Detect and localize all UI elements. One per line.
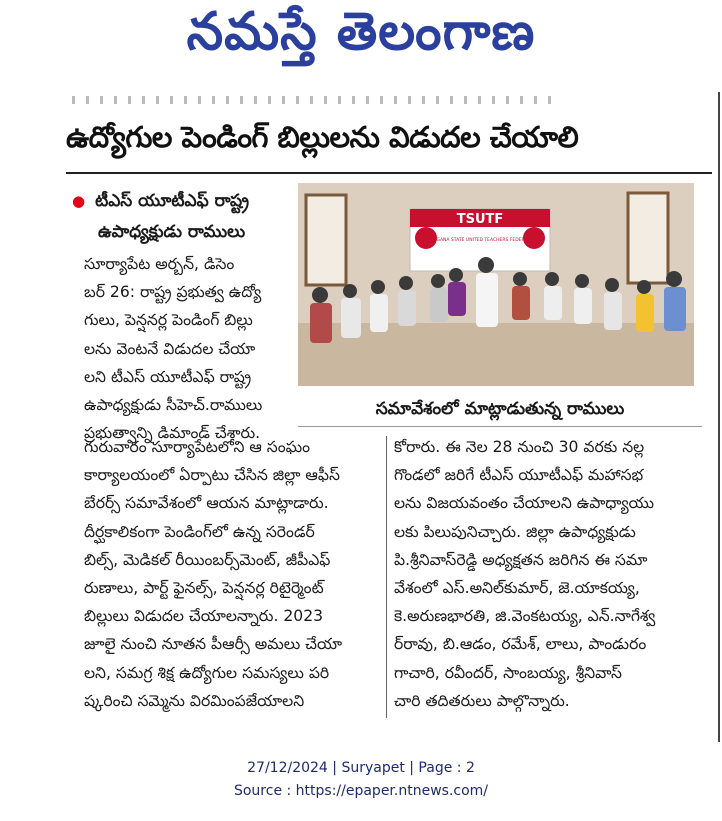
text-line: వేశంలో ఎస్.అనిల్‌కుమార్, జె.యాకయ్య,: [394, 578, 640, 597]
text-line: సూర్యాపేట అర్బన్, డిసెం: [84, 255, 235, 273]
text-line: దీర్ఘకాలికంగా పెండింగ్‌లో ఉన్న సరెండర్: [84, 522, 315, 541]
column-divider: [386, 436, 387, 718]
article-column-left: [84, 250, 304, 447]
text-line: లను వెంటనే విడుదల చేయా: [84, 339, 256, 358]
text-line: ష్కరించి సమ్మెను విరమింపజేయాలని: [84, 691, 305, 710]
clipping-cut-edge: [72, 96, 552, 104]
text-line: చారి తదితరులు పాల్గొన్నారు.: [394, 691, 570, 710]
subheading-line-2: ఉపాధ్యక్షుడు రాములు: [98, 222, 246, 242]
text-line: బిల్స్, మెడికల్ రీయింబర్స్‌మెంట్, జీపీఎఫ్: [84, 550, 331, 569]
banner-title: TSUTF: [456, 212, 504, 227]
article-headline: ఉద్యోగుల పెండింగ్ బిల్లులను విడుదల చేయాలి: [66, 120, 579, 154]
text-line: బర్ 26: రాష్ట్ర ప్రభుత్వ ఉద్యో: [84, 283, 262, 302]
text-line: ర్‌రావు, బి.ఆడం, రమేశ్, లాలు, పాండురం: [394, 635, 647, 654]
text-line: లను విజయవంతం చేయాలని ఉపాధ్యాయు: [394, 494, 655, 513]
banner-subtitle: TELANGANA STATE UNITED TEACHERS FEDERATION: [421, 238, 539, 243]
text-line: గురువారం సూర్యాపేటలోని ఆ సంఘం: [84, 438, 311, 456]
text-line: కార్యాలయంలో ఏర్పాటు చేసిన జిల్లా ఆఫీస్: [84, 466, 340, 485]
photo-caption: సమావేశంలో మాట్లాడుతున్న రాములు: [298, 392, 702, 427]
text-line: రుణాలు, పార్ట్ ఫైనల్స్, పెన్షనర్ల రిటైర్మెంట్: [84, 578, 324, 597]
bullet-icon: ●: [72, 192, 86, 210]
footer-date-edition: 27/12/2024 | Suryapet | Page : 2: [247, 760, 475, 776]
subheading-line-1: టీఎస్ యూటీఎఫ్ రాష్ట్ర: [95, 191, 249, 211]
text-line: బిల్లులు విడుదల చేయాలన్నారు. 2023: [84, 607, 324, 626]
meeting-photo-illustration: [298, 183, 694, 386]
text-line: కె.అరుణభారతి, జి.వెంకటయ్య, ఎన్.నాగేశ్వ: [394, 607, 656, 626]
text-line: లని, సమగ్ర శిక్ష ఉద్యోగుల సమస్యలు పరి: [84, 663, 330, 682]
footer-source: Source : https://epaper.ntnews.com/: [233, 783, 489, 799]
text-line: ప్రభుత్వాన్ని డిమాండ్ చేశారు.: [84, 424, 261, 443]
text-line: ఉపాధ్యక్షుడు సీహెచ్.రాములు: [84, 395, 263, 414]
text-line: పి.శ్రీనివాస్‌రెడ్డి అధ్యక్షతన జరిగిన ఈ సమా: [394, 550, 648, 569]
newspaper-title: నమస్తే తెలంగాణ: [186, 2, 536, 62]
article-photo: [298, 183, 694, 386]
text-line: గాచారి, రవీందర్, సాంబయ్య, శ్రీనివాస్: [394, 663, 622, 682]
article-column-bottom-left: [84, 433, 384, 715]
masthead: [0, 0, 722, 86]
headline-rule: [66, 172, 712, 174]
text-line: బేరర్స్ సమావేశంలో ఆయన మాట్లాడారు.: [84, 494, 329, 513]
text-line: గొండలో జరిగే టీఎస్ యూటీఎఫ్ మహాసభ: [394, 466, 644, 485]
text-line: జూలై నుంచి నూతన పీఆర్సీ అమలు చేయా: [84, 635, 343, 654]
article-column-bottom-right: [394, 433, 712, 715]
text-line: లని టీఎస్ యూటీఎఫ్ రాష్ట్ర: [84, 367, 252, 386]
text-line: గులు, పెన్షనర్ల పెండింగ్ బిల్లు: [84, 311, 253, 330]
text-line: లకు పిలుపునిచ్చారు. జిల్లా ఉపాధ్యక్షుడు: [394, 522, 636, 541]
text-line: కోరారు. ఈ నెల 28 నుంచి 30 వరకు నల్ల: [394, 438, 645, 456]
article-subheading: [72, 186, 292, 248]
